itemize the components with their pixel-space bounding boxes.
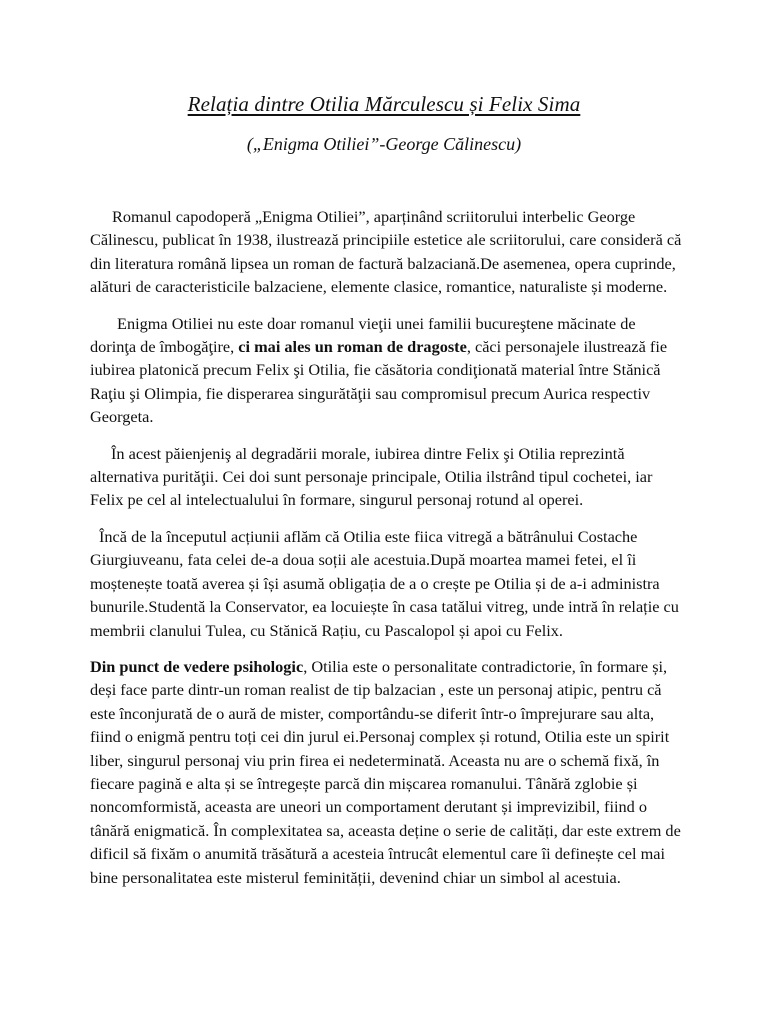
paragraph-2-text-start: Enigma Otiliei nu este doar romanul vieţii unei familii bucureştene măcinate de dorinţa de îmbogăţire, — [90, 313, 636, 357]
paragraph-5 — [90, 655, 682, 889]
document-body — [90, 205, 682, 902]
paragraph-2-bold-phrase: ci mai ales un roman de dragoste — [238, 337, 467, 357]
paragraph-2 — [90, 312, 682, 429]
document-subtitle: („Enigma Otiliei”-George Călinescu) — [246, 134, 522, 154]
paragraph-1: Romanul capodoperă „Enigma Otiliei”, aparținând scriitorului interbelic George Călinescu, publicat în 1938, ilustrează principiile estetice ale scriitorului, care consideră că din literatura română lipsea un roman de factură balzaciană.De asemenea, opera cuprinde, alături de caracteristicile balzaciene, elemente clasice, romantice, naturaliste și moderne. — [90, 207, 682, 297]
paragraph-5-bold-phrase: Din punct de vedere psihologic — [90, 656, 304, 676]
paragraph-2-text-end: , căci personajele ilustrează fie iubirea platonică precum Felix şi Otilia, fie căsătoria condiţionată material între Stănică Raţiu şi Olimpia, fie disperarea singurătăţii sau compromisul precum Aurica respectiv Georgeta. — [90, 337, 668, 427]
paragraph-4: Încă de la începutul acțiunii aflăm că Otilia este fiica vitregă a bătrânului Costache Giurgiuveanu, fata celei de-a doua soții ale acestuia.După moartea mamei fetei, el îi moștenește toată averea și își asumă obligația de a o crește pe Otilia și de a-i administra bunurile.Studentă la Conservator, ea locuiește în casa tatălui vitreg, unde intră în relație cu membrii clanului Tulea, cu Stănică Rațiu, cu Pascalopol și apoi cu Felix. — [90, 526, 679, 640]
document-title: Relația dintre Otilia Mărculescu și Felix Sima — [187, 92, 581, 116]
paragraph-5-text: , Otilia este o personalitate contradictorie, în formare și, deși face parte dintr-un roman realist de tip balzacian , este un personaj atipic, pentru că este înconjurată de o aură de mister, comportându-se diferit într-o împrejurare sau alta, fiind o enigmă pentru toți cei din jurul ei.Personaj complex și rotund, Otilia este un spirit liber, singurul personaj viu prin firea ei nedeterminată. Aceasta nu are o schemă fixă, în fiecare pagină e alta și se întregește parcă din mișcarea romanului. Tânără zglobie și noncomformistă, aceasta are uneori un comportament derutant și imprevizibil, fiind o tânără enigmatică. În complexitatea sa, aceasta deține o serie de calități, dar este extrem de dificil să fixăm o anumită trăsătură a acesteia întrucât elementul care îi definește cel mai bine personalitatea este misterul feminității, devenind chiar un simbol al acestuia. — [90, 656, 681, 887]
paragraph-3: În acest păienjeniş al degradării morale, iubirea dintre Felix şi Otilia reprezintă alternativa purităţii. Cei doi sunt personaje principale, Otilia ilstrând tipul cochetei, iar Felix pe cel al intelectualului în formare, singurul personaj rotund al operei. — [90, 443, 653, 510]
